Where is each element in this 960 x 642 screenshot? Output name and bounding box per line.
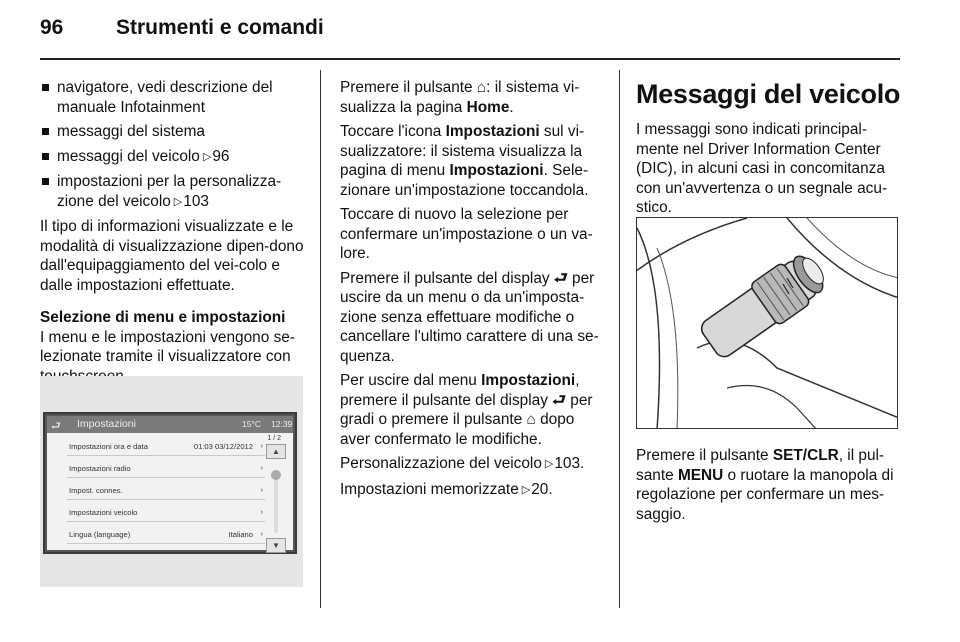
cross-reference: Impostazioni memorizzate ▷20.	[340, 480, 606, 501]
scroll-thumb	[271, 470, 281, 480]
header-rule	[40, 58, 900, 60]
page-reference-link[interactable]: 103.	[554, 455, 585, 472]
paragraph: Il tipo di informazioni visualizzate e le modalità di visualizzazione dipen-dono dall'equipaggiamento del vei-colo e dalle impostazioni effettuate.	[40, 218, 304, 294]
paragraph: Toccare di nuovo la selezione per confermare un'impostazione o un va-lore.	[340, 206, 593, 262]
column-3-continued	[636, 446, 902, 529]
paragraph: Premere il pulsante SET/CLR, il pul-sante MENU o ruotare la manopola di regolazione per confermare un mes-saggio.	[636, 447, 894, 523]
screen-title-bar	[47, 416, 293, 433]
list-item: messaggi del sistema	[40, 122, 306, 142]
scroll-up-icon: ▲	[266, 444, 286, 459]
settings-row: Lingua (language) Italiano ›	[67, 524, 265, 544]
back-arrow-icon: ⮐	[51, 420, 61, 432]
settings-row: Impost. connes. ›	[67, 480, 265, 500]
chevron-right-icon: ›	[260, 485, 263, 494]
list-item: navigatore, vedi descrizione del manuale Infotainment	[40, 78, 306, 117]
list-item: messaggi del veicolo ▷96	[40, 147, 306, 168]
scroll-track	[274, 473, 278, 533]
page-number: 96	[40, 16, 64, 39]
reference-arrow-icon: ▷	[202, 150, 212, 163]
steering-stalk-illustration	[636, 217, 898, 429]
section-heading: Messaggi del veicolo	[636, 79, 901, 109]
column-1	[40, 78, 306, 391]
chevron-right-icon: ›	[260, 529, 263, 538]
home-icon: ⌂	[526, 411, 536, 428]
back-arrow-icon: ⮐	[553, 269, 568, 287]
settings-row: Impostazioni ora e data 01:03 03/12/2012 ›	[67, 436, 265, 456]
subheading: Selezione di menu e impostazioni	[40, 309, 286, 326]
page-reference-link[interactable]: 96	[212, 147, 230, 165]
chevron-right-icon: ›	[260, 507, 263, 516]
bullet-icon	[42, 84, 49, 91]
back-arrow-icon: ⮐	[552, 391, 567, 409]
paragraph: I messaggi sono indicati principal-mente nel Driver Information Center (DIC), in alcuni casi in concomitanza con un'avvertenza o un segnale acu-stico.	[636, 121, 888, 216]
list-item: impostazioni per la personalizza-zione del veicolo ▷103	[40, 172, 306, 212]
paragraph: Premere il pulsante del display ⮐ per uscire da un menu o da un'imposta-zione senza effettuare modifiche o cancellare l'ultimo carattere di una se-quenza.	[340, 269, 599, 365]
column-2	[340, 78, 606, 505]
home-icon: ⌂	[476, 79, 487, 96]
paragraph: I menu e le impostazioni vengono se-lezionate tramite il visualizzatore con	[40, 328, 295, 365]
column-3	[636, 78, 902, 223]
bullet-icon	[42, 178, 49, 185]
cross-reference: Personalizzazione del veicolo ▷103.	[340, 454, 606, 475]
clock-readout: 12:39	[271, 419, 293, 429]
stalk-drawing	[637, 218, 898, 429]
temperature-readout: 15°C	[242, 419, 261, 429]
column-divider	[320, 70, 321, 608]
bullet-icon	[42, 153, 49, 160]
reference-arrow-icon: ▷	[544, 458, 554, 470]
page-indicator: 1 / 2	[267, 435, 281, 442]
settings-screen-illustration	[40, 376, 303, 587]
screen-title: Impostazioni	[77, 418, 136, 430]
display-bezel	[43, 412, 297, 554]
paragraph: Toccare l'icona Impostazioni sul vi-sualizzatore: il sistema visualizza la pagina di menu Impostazioni. Sele-zionare un'impostazione toccandola.	[340, 123, 589, 199]
reference-arrow-icon: ▷	[173, 195, 183, 208]
paragraph: Premere il pulsante ⌂: il sistema vi-sualizza la pagina Home.	[340, 79, 580, 116]
settings-row: Impostazioni veicolo ›	[67, 502, 265, 522]
page-title: Strumenti e comandi	[116, 16, 324, 39]
page-reference-link[interactable]: 103	[183, 192, 209, 210]
scroll-down-icon: ▼	[266, 538, 286, 553]
column-divider	[619, 70, 620, 608]
bullet-icon	[42, 128, 49, 135]
chevron-right-icon: ›	[260, 463, 263, 472]
display-screen	[47, 416, 293, 550]
settings-row: Impostazioni radio ›	[67, 458, 265, 478]
page-reference-link[interactable]: 20.	[531, 480, 553, 498]
chevron-right-icon: ›	[260, 441, 263, 450]
paragraph: Per uscire dal menu Impostazioni, premere il pulsante del display ⮐ per gradi o premere il pulsante ⌂ dopo aver confermato le modifiche.	[340, 372, 593, 448]
reference-arrow-icon: ▷	[521, 483, 531, 496]
